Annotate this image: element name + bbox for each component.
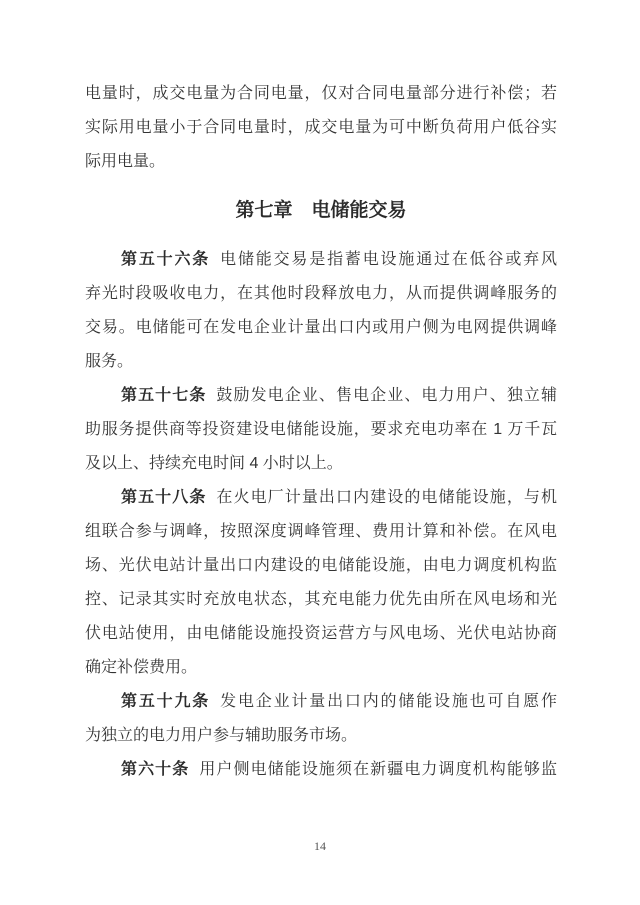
body-line: 助服务提供商等投资建设电储能设施，要求充电功率在 1 万千瓦 — [85, 421, 557, 438]
body-line: 场、光伏电站计量出口内建设的电储能设施，由电力调度机构监 — [85, 557, 557, 574]
article-text: 电储能交易是指蓄电设施通过在低谷或弃风 — [220, 251, 557, 268]
page-number: 14 — [314, 839, 326, 853]
article-first-line — [85, 685, 557, 719]
body-line: 伏电站使用，由电储能设施投资运营方与风电场、光伏电站协商 — [85, 625, 557, 642]
article-number: 第五十八条 — [121, 489, 207, 506]
page-content — [85, 77, 557, 787]
body-line: 交易。电储能可在发电企业计量出口内或用户侧为电网提供调峰 — [85, 319, 557, 336]
article-number: 第五十七条 — [121, 387, 207, 404]
article-number: 第六十条 — [121, 761, 190, 778]
article-number: 第五十九条 — [121, 693, 211, 710]
article-text: 鼓励发电企业、售电企业、电力用户、独立辅 — [216, 387, 557, 404]
body-line: 实际用电量小于合同电量时，成交电量为可中断负荷用户低谷实 — [85, 119, 557, 136]
article-number: 第五十六条 — [121, 251, 211, 268]
body-line: 确定补偿费用。 — [85, 659, 198, 676]
article-text: 发电企业计量出口内的储能设施也可自愿作 — [220, 693, 557, 710]
article-first-line — [85, 379, 557, 413]
body-line: 电量时，成交电量为合同电量，仅对合同电量部分进行补偿；若 — [85, 85, 557, 102]
body-line: 为独立的电力用户参与辅助服务市场。 — [85, 727, 358, 744]
body-line: 控、记录其实时充放电状态，其充电能力优先由所在风电场和光 — [85, 591, 557, 608]
article-text: 用户侧电储能设施须在新疆电力调度机构能够监 — [199, 761, 557, 778]
article-first-line — [85, 481, 557, 515]
article-first-line — [85, 243, 557, 277]
body-line: 及以上、持续充电时间 4 小时以上。 — [85, 455, 343, 472]
article-text: 在火电厂计量出口内建设的电储能设施，与机 — [216, 489, 557, 506]
chapter-heading: 第七章 电储能交易 — [235, 200, 407, 221]
body-line: 服务。 — [85, 353, 134, 370]
article-first-line — [85, 753, 557, 787]
body-line: 际用电量。 — [85, 153, 166, 170]
body-line: 组联合参与调峰，按照深度调峰管理、费用计算和补偿。在风电 — [85, 523, 557, 540]
body-line: 弃光时段吸收电力，在其他时段释放电力，从而提供调峰服务的 — [85, 285, 557, 302]
